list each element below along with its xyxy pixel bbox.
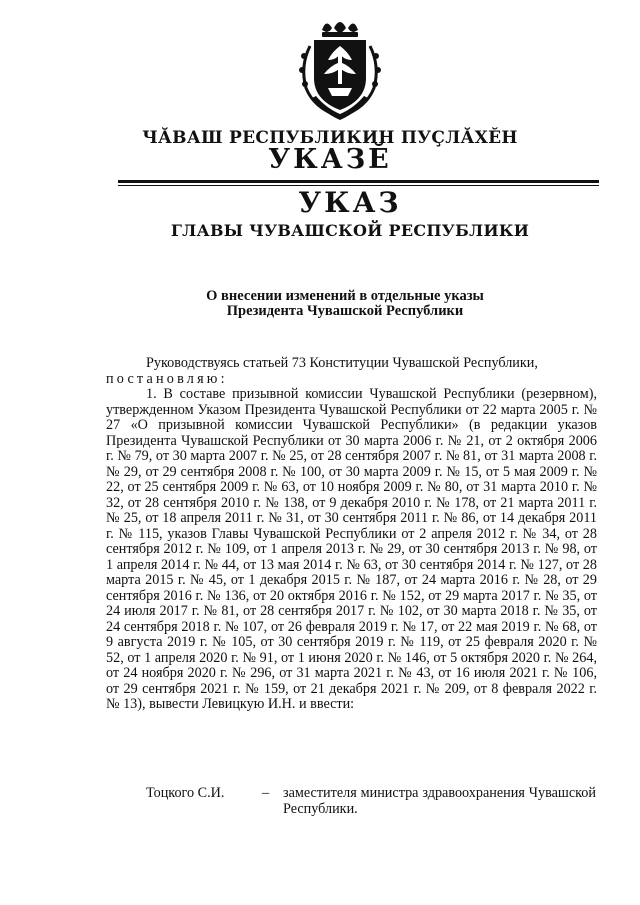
appointee-dash: –	[262, 785, 270, 801]
intro-paragraph: Руководствуясь статьей 73 Конституции Чувашской Республики,	[146, 355, 538, 371]
header-divider-thick	[118, 180, 599, 183]
russian-subtitle: ГЛАВЫ ЧУВАШСКОЙ РЕСПУБЛИКИ	[170, 221, 530, 240]
russian-decree-heading: УКАЗ	[298, 186, 402, 219]
decree-body	[106, 356, 597, 713]
subject-line-2: Президента Чувашской Республики	[226, 303, 464, 319]
chuvash-title: ЧӐВАШ РЕСПУБЛИКИН ПУҪЛӐХӖН	[142, 128, 518, 148]
appointee-position: заместителя министра здравоохранения Чувашской Республики.	[283, 785, 596, 817]
appointee-name: Тоцкого С.И.	[146, 785, 225, 801]
decree-subject	[150, 289, 540, 319]
resolve-word: постановляю:	[106, 370, 228, 387]
chuvash-decree-heading: УКАЗӖ	[268, 144, 392, 175]
subject-line-1: О внесении изменений в отдельные указы	[206, 288, 484, 304]
item-1-paragraph: 1. В составе призывной комиссии Чувашской Республики (резервном), утвержденном Указом Президента Чувашской Республики от 22 марта 2005 г. № 27 «О призывной комиссии Чувашской Республики» (в редакции указов Президента Чувашской Республики от 30 марта 2006 г. № 21, от 2 октября 2006 г. № 79, от 30 марта 2007 г. № 25, от 28 сентября 2007 г. № 81, от 31 марта 2008 г. № 29, от 29 сентября 2008 г. № 100, от 30 марта 2009 г. № 15, от 5 мая 2009 г. № 22, от 25 сентября 2009 г. № 63, от 10 ноября 2009 г. № 80, от 31 марта 2010 г. № 32, от 28 сентября 2010 г. № 138, от 9 декабря 2010 г. № 178, от 21 марта 2011 г. № 25, от 18 апреля 2011 г. № 31, от 30 сентября 2011 г. № 86, от 14 декабря 2011 г. № 115, указов Главы Чувашской Республики от 2 апреля 2012 г. № 34, от 28 сентября 2012 г. № 109, от 1 апреля 2013 г. № 29, от 30 сентября 2013 г. № 98, от 1 апреля 2014 г. № 44, от 13 мая 2014 г. № 63, от 30 сентября 2014 г. № 127, от 28 марта 2015 г. № 45, от 1 декабря 2015 г. № 187, от 24 марта 2016 г. № 28, от 29 сентября 2016 г. № 136, от 20 октября 2016 г. № 152, от 29 марта 2017 г. № 35, от 24 июля 2017 г. № 81, от 28 сентября 2017 г. № 102, от 30 марта 2018 г. № 35, от 24 сентября 2018 г. № 107, от 26 февраля 2019 г. № 17, от 22 мая 2019 г. № 68, от 9 августа 2019 г. № 105, от 30 сентября 2019 г. № 119, от 25 февраля 2020 г. № 52, от 1 апреля 2020 г. № 91, от 1 июня 2020 г. № 146, от 5 октября 2020 г. № 264, от 24 ноября 2020 г. № 296, от 31 марта 2021 г. № 43, от 16 июля 2021 г. № 106, от 29 сентября 2021 г. № 159, от 21 декабря 2021 г. № 209, от 8 февраля 2022 г. № 13), вывести Левицкую И.Н. и ввести:	[106, 386, 597, 712]
coat-of-arms-icon	[292, 16, 388, 122]
